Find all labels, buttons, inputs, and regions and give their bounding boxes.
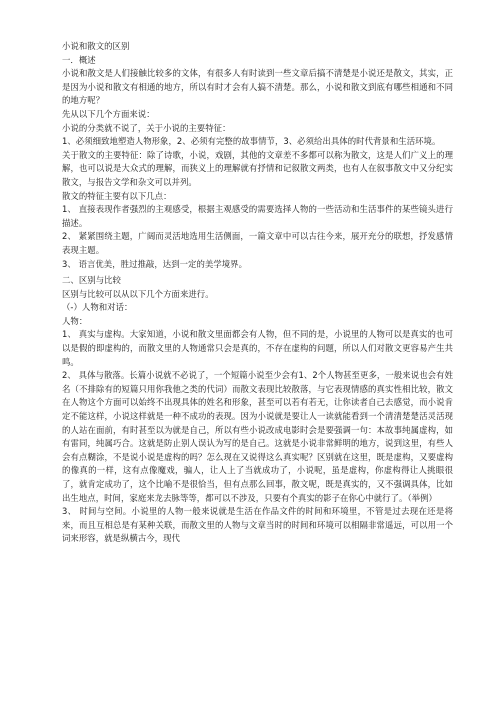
paragraph-novel-features-heading: 小说的分类就不说了，关于小说的主要特征： <box>62 122 231 133</box>
list-item: 3、 语言优美，胜过推敲，达到一定的美学境界。 <box>62 258 248 269</box>
doc-title: 小说和散文的区别 <box>62 41 130 51</box>
paragraph-prose-points-heading: 散文的特征主要有以下几点： <box>62 190 172 201</box>
list-item: 1、 真实与虚构。大家知道，小说和散文里面都会有人物，但不同的是，小说里的人物可以是真实的也可以是假的即虚构的，而散文里的人物通常只会是真的，不存在虚构的问题，所以人们对散文更容易产生共鸣。 <box>62 329 453 367</box>
section-heading-comparison: 二、区别与比较 <box>62 275 121 286</box>
paragraph-lead: 先从以下几个方面来说： <box>62 108 155 119</box>
section-heading-overview: 一．概述 <box>62 54 96 65</box>
subsection-label: 人物： <box>62 315 88 326</box>
list-item: 3、 时间与空间。小说里的人物一般来说就是生活在作品文件的时间和环境里，不管是过去现在还是将来，而且互相总是有某种关联，而散文里的人物与文章当时的时间和环境可以相隔非常遥远，可以用一个词来形容，就是纵横古今，现代 <box>62 506 453 544</box>
list-item: 2、 具体与散落。长篇小说就不必说了，一个短篇小说至少会有1、2个人物甚至更多，一般来说也会有姓名（不排除有的短篇只用你我他之类的代词）而散文表现比较散落，与它表现情感的真实性相比较，散文在人物这个方面可以始终不出现具体的姓名和形象，甚至可以若有若无，让你读者自己去感觉，而小说肯定不能这样，小说这样就是一种不成功的表现。因为小说就是要让人一读就能看到一个清清楚楚活灵活现的人站在面前，有时甚至以为就是自己，所以有些小说改成电影时会是要强调一句：本故事纯属虚构，如有雷同，纯属巧合。这就是防止别人误认为写的是自己。这就是小说非常鲜明的地方，说到这里，有些人会有点糊涂，不是说小说是虚构的吗？怎么现在又说得这么真实呢？区别就在这里，既是虚构，又要虚构的像真的一样，这有点像魔戏，骗人，让人上了当就成功了，小说呢，虽是虚构，你虚构得让人挑眼很了，就肯定成功了，这个比喻不是很恰当，但有点那么回事，散文呢，既是真实的，又不强调具体，比如出生地点，时间，家庭来龙去脉等等，都可以不涉及，只要有个真实的影子在你心中就行了。（举例） <box>62 370 453 503</box>
subsection-heading: （-）人物和对话： <box>62 302 133 313</box>
paragraph-comparison-lead: 区别与比较可以从以下几个方面来进行。 <box>62 288 214 299</box>
list-item: 2、 紧紧围绕主题，广阔而灵活地选用生活侧面，一篇文章中可以古往今来，展开充分的联想，抒发感情表现主题。 <box>62 231 453 255</box>
paragraph-novel-features: 1、必须细致地塑造人物形象，2、必须有完整的故事情节，3、必须给出具体的时代背景和生活环境。 <box>62 136 441 147</box>
paragraph-intro: 小说和散文是人们接触比较多的文体，有很多人有时读到一些文章后搞不清楚是小说还是散文，其实，正是因为小说和散文有相通的地方，所以有时才会有人搞不清楚。那么，小说和散文到底有哪些相通和不同的地方呢？ <box>62 68 453 106</box>
paragraph-prose-features: 关于散文的主要特征：除了诗歌，小说，戏剧，其他的文章差不多都可以称为散文，这是人们广义上的理解，也可以说是大众式的理解，而狭义上的理解就有抒情和记叙散文两类，也有人在叙事散文中又分纪实散文，与报告文学和杂文可以并列。 <box>62 149 453 187</box>
list-item: 1、 直接表现作者强烈的主观感受，根据主观感受的需要选择人物的一些活动和生活事件的某些镜头进行描述。 <box>62 204 453 228</box>
